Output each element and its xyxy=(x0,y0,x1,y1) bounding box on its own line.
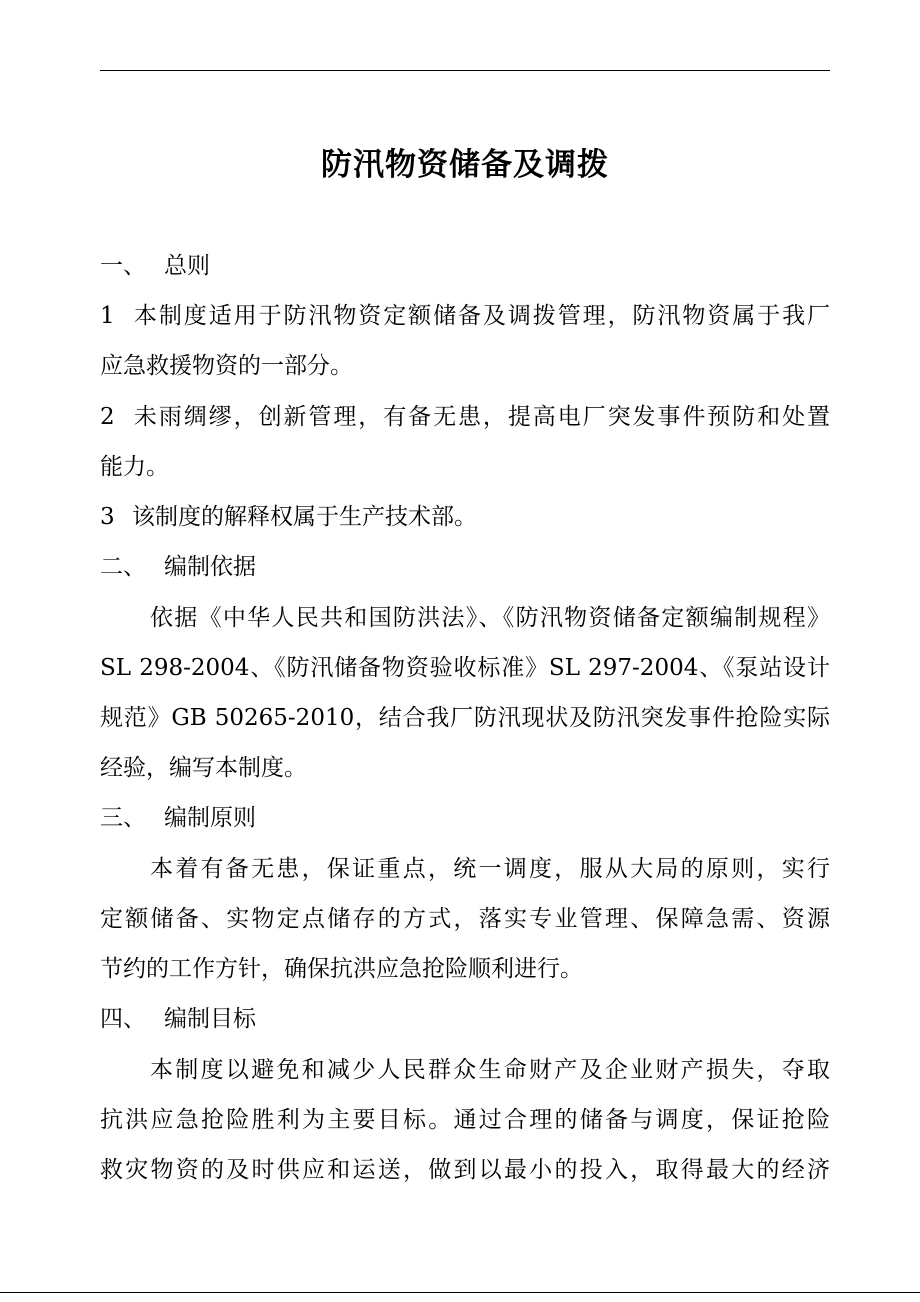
clause-text: 该制度的解释权属于生产技术部。 xyxy=(132,504,477,530)
header-rule xyxy=(100,70,830,71)
section-number: 四、 xyxy=(100,1006,146,1032)
paragraph-line: 规范》GB 50265-2010，结合我厂防汛现状及防汛突发事件抢险实际 xyxy=(100,705,830,731)
section-heading-general xyxy=(100,246,830,286)
clause-text: 本制度适用于防汛物资定额储备及调拨管理，防汛物资属于我厂 xyxy=(132,303,830,329)
section-heading-principles xyxy=(100,798,830,838)
paragraph-line: 定额储备、实物定点储存的方式，落实专业管理、保障急需、资源 xyxy=(100,906,830,932)
section-number: 二、 xyxy=(100,554,146,580)
footer-rule xyxy=(0,1292,920,1293)
paragraph-line: 节约的工作方针，确保抗洪应急抢险顺利进行。 xyxy=(100,956,583,982)
paragraph-line: 依据《中华人民共和国防洪法》、《防汛物资储备定额编制规程》 xyxy=(150,605,830,631)
clause-number: 1 xyxy=(100,303,115,329)
paragraph-line: 救灾物资的及时供应和运送，做到以最小的投入，取得最大的经济 xyxy=(100,1157,830,1183)
section-heading-objectives xyxy=(100,999,830,1039)
section-title: 编制原则 xyxy=(164,805,256,831)
section-title: 总则 xyxy=(164,253,210,279)
clause-2-line-2: 能力。 xyxy=(100,454,169,480)
clause-2-line-1 xyxy=(100,397,830,437)
section-heading-basis xyxy=(100,547,830,587)
clause-number: 2 xyxy=(100,404,115,430)
paragraph-line: 本着有备无患，保证重点，统一调度，服从大局的原则，实行 xyxy=(150,856,830,882)
clause-3-line-1 xyxy=(100,497,830,537)
clause-text: 未雨绸缪，创新管理，有备无患，提高电厂突发事件预防和处置 xyxy=(132,404,830,430)
paragraph-line: SL 298-2004、《防汛储备物资验收标准》SL 297-2004、《泵站设计 xyxy=(100,655,830,681)
section-number: 三、 xyxy=(100,805,146,831)
paragraph-line: 经验，编写本制度。 xyxy=(100,755,307,781)
paragraph-line: 抗洪应急抢险胜利为主要目标。通过合理的储备与调度，保证抢险 xyxy=(100,1107,830,1133)
section-title: 编制依据 xyxy=(164,554,256,580)
document-title: 防汛物资储备及调拨 xyxy=(321,147,609,183)
section-number: 一、 xyxy=(100,253,146,279)
paragraph-line: 本制度以避免和减少人民群众生命财产及企业财产损失，夺取 xyxy=(150,1057,830,1083)
clause-1-line-2: 应急救援物资的一部分。 xyxy=(100,353,353,379)
clause-number: 3 xyxy=(100,504,115,530)
section-title: 编制目标 xyxy=(164,1006,256,1032)
clause-1-line-1 xyxy=(100,296,830,336)
